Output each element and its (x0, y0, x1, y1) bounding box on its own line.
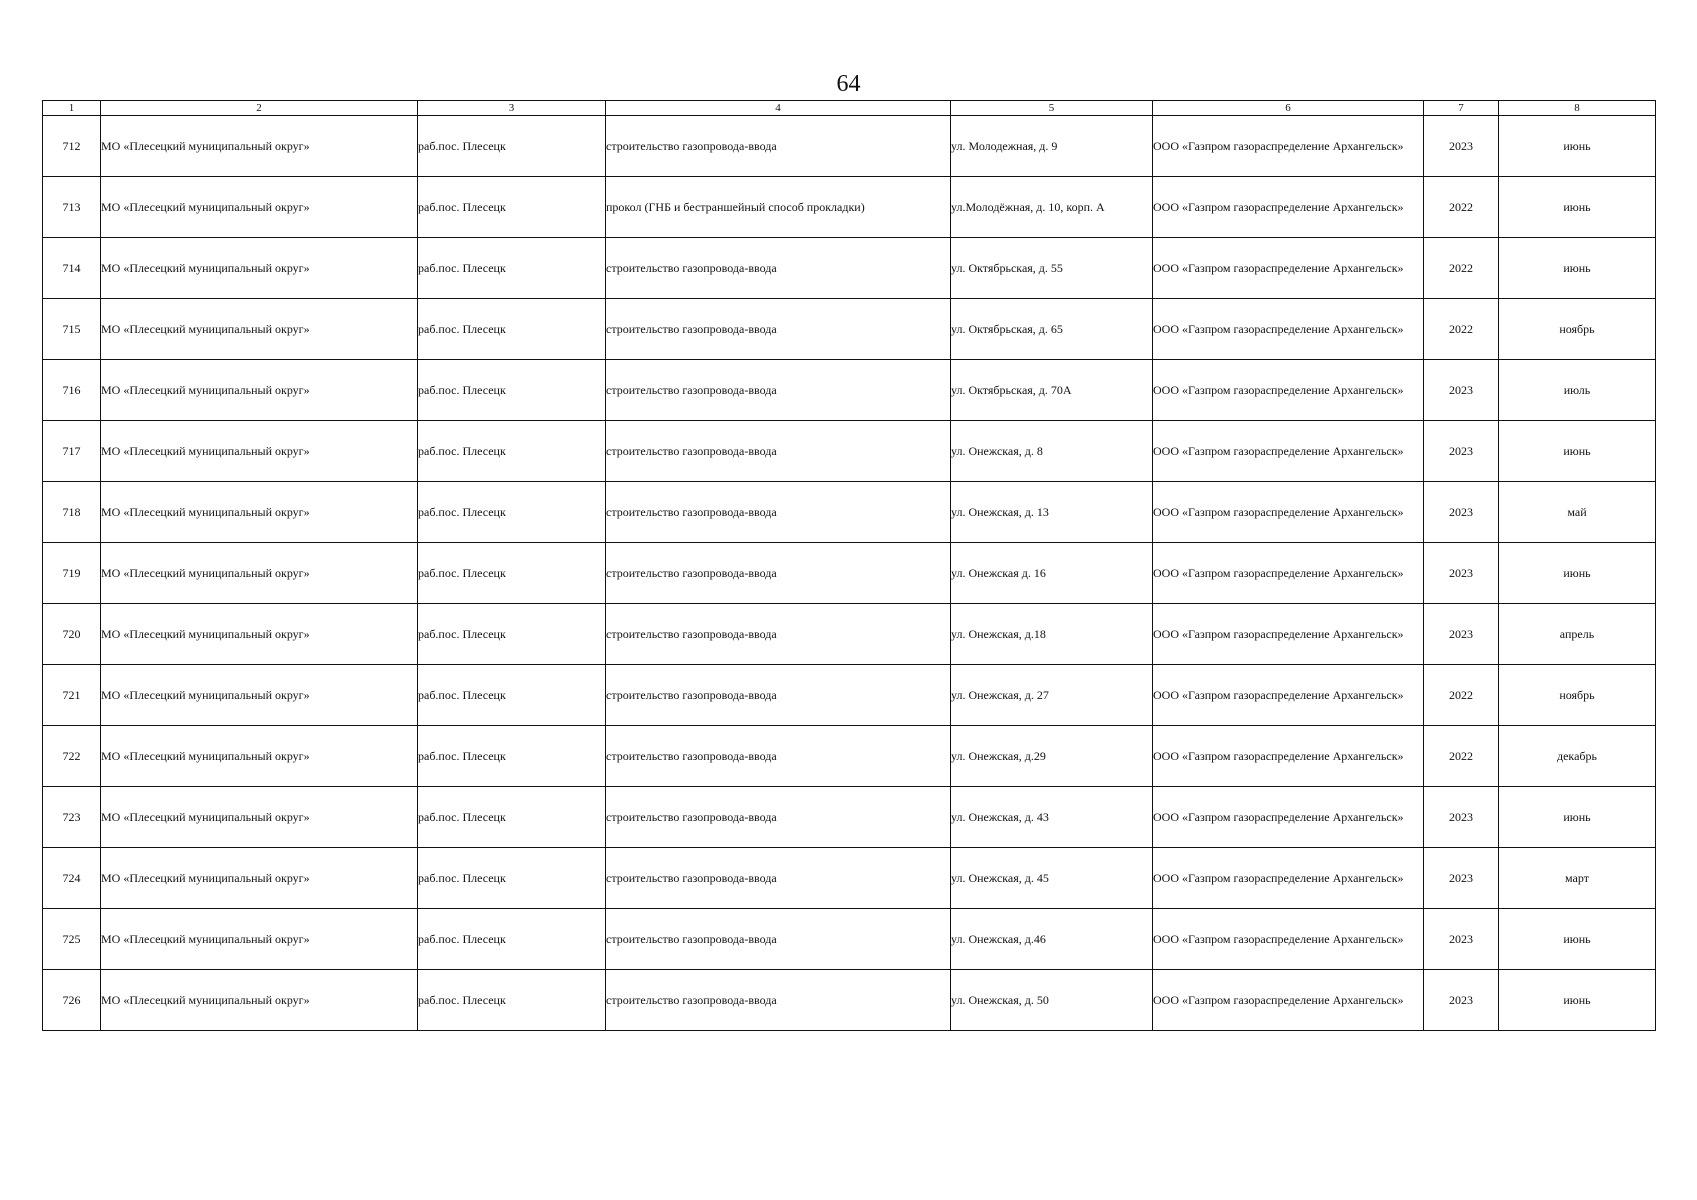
work-type-cell: строительство газопровода-ввода (606, 238, 951, 299)
year-cell: 2022 (1424, 177, 1499, 238)
settlement-cell: раб.пос. Плесецк (418, 116, 606, 177)
address-cell: ул. Онежская, д. 27 (951, 665, 1153, 726)
column-header: 7 (1424, 101, 1499, 116)
settlement-cell: раб.пос. Плесецк (418, 238, 606, 299)
column-header: 2 (101, 101, 418, 116)
work-type-cell: строительство газопровода-ввода (606, 421, 951, 482)
month-cell: ноябрь (1499, 299, 1656, 360)
table-row (43, 543, 1656, 604)
year-cell: 2022 (1424, 299, 1499, 360)
settlement-cell: раб.пос. Плесецк (418, 604, 606, 665)
municipality-cell: МО «Плесецкий муниципальный округ» (101, 360, 418, 421)
month-cell: апрель (1499, 604, 1656, 665)
row-number-cell: 715 (43, 299, 101, 360)
work-type-cell: строительство газопровода-ввода (606, 726, 951, 787)
table-row (43, 421, 1656, 482)
municipality-cell: МО «Плесецкий муниципальный округ» (101, 665, 418, 726)
month-cell: июнь (1499, 909, 1656, 970)
year-cell: 2022 (1424, 726, 1499, 787)
table-row (43, 238, 1656, 299)
municipality-cell: МО «Плесецкий муниципальный округ» (101, 482, 418, 543)
year-cell: 2022 (1424, 665, 1499, 726)
year-cell: 2023 (1424, 421, 1499, 482)
table-row (43, 909, 1656, 970)
work-type-cell: строительство газопровода-ввода (606, 299, 951, 360)
table-row (43, 482, 1656, 543)
address-cell: ул. Онежская, д. 50 (951, 970, 1153, 1031)
organization-cell: ООО «Газпром газораспределение Архангельск» (1153, 299, 1424, 360)
year-cell: 2023 (1424, 787, 1499, 848)
municipality-cell: МО «Плесецкий муниципальный округ» (101, 299, 418, 360)
table-row (43, 665, 1656, 726)
municipality-cell: МО «Плесецкий муниципальный округ» (101, 848, 418, 909)
table-body (43, 116, 1656, 1031)
month-cell: июнь (1499, 116, 1656, 177)
settlement-cell: раб.пос. Плесецк (418, 665, 606, 726)
work-type-cell: строительство газопровода-ввода (606, 665, 951, 726)
organization-cell: ООО «Газпром газораспределение Архангельск» (1153, 482, 1424, 543)
municipality-cell: МО «Плесецкий муниципальный округ» (101, 238, 418, 299)
municipality-cell: МО «Плесецкий муниципальный округ» (101, 909, 418, 970)
municipality-cell: МО «Плесецкий муниципальный округ» (101, 787, 418, 848)
address-cell: ул. Октябрьская, д. 70А (951, 360, 1153, 421)
address-cell: ул. Онежская, д. 45 (951, 848, 1153, 909)
work-type-cell: строительство газопровода-ввода (606, 116, 951, 177)
row-number-cell: 726 (43, 970, 101, 1031)
month-cell: декабрь (1499, 726, 1656, 787)
table-row (43, 726, 1656, 787)
month-cell: июнь (1499, 787, 1656, 848)
year-cell: 2023 (1424, 116, 1499, 177)
municipality-cell: МО «Плесецкий муниципальный округ» (101, 970, 418, 1031)
municipality-cell: МО «Плесецкий муниципальный округ» (101, 177, 418, 238)
address-cell: ул. Онежская, д.46 (951, 909, 1153, 970)
row-number-cell: 725 (43, 909, 101, 970)
row-number-cell: 724 (43, 848, 101, 909)
row-number-cell: 713 (43, 177, 101, 238)
column-header: 4 (606, 101, 951, 116)
settlement-cell: раб.пос. Плесецк (418, 848, 606, 909)
row-number-cell: 723 (43, 787, 101, 848)
settlement-cell: раб.пос. Плесецк (418, 970, 606, 1031)
table-row (43, 604, 1656, 665)
settlement-cell: раб.пос. Плесецк (418, 360, 606, 421)
table-row (43, 360, 1656, 421)
address-cell: ул. Молодежная, д. 9 (951, 116, 1153, 177)
organization-cell: ООО «Газпром газораспределение Архангельск» (1153, 787, 1424, 848)
column-header: 6 (1153, 101, 1424, 116)
month-cell: май (1499, 482, 1656, 543)
organization-cell: ООО «Газпром газораспределение Архангельск» (1153, 604, 1424, 665)
work-type-cell: строительство газопровода-ввода (606, 543, 951, 604)
municipality-cell: МО «Плесецкий муниципальный округ» (101, 421, 418, 482)
settlement-cell: раб.пос. Плесецк (418, 909, 606, 970)
row-number-cell: 716 (43, 360, 101, 421)
year-cell: 2023 (1424, 970, 1499, 1031)
month-cell: июнь (1499, 177, 1656, 238)
settlement-cell: раб.пос. Плесецк (418, 299, 606, 360)
work-type-cell: прокол (ГНБ и бестраншейный способ прокладки) (606, 177, 951, 238)
address-cell: ул. Онежская, д. 43 (951, 787, 1153, 848)
municipality-cell: МО «Плесецкий муниципальный округ» (101, 726, 418, 787)
municipality-cell: МО «Плесецкий муниципальный округ» (101, 543, 418, 604)
work-type-cell: строительство газопровода-ввода (606, 848, 951, 909)
column-header: 5 (951, 101, 1153, 116)
column-header: 3 (418, 101, 606, 116)
address-cell: ул. Онежская, д.29 (951, 726, 1153, 787)
header-row (43, 101, 1656, 116)
row-number-cell: 722 (43, 726, 101, 787)
year-cell: 2023 (1424, 604, 1499, 665)
row-number-cell: 714 (43, 238, 101, 299)
municipality-cell: МО «Плесецкий муниципальный округ» (101, 604, 418, 665)
settlement-cell: раб.пос. Плесецк (418, 787, 606, 848)
organization-cell: ООО «Газпром газораспределение Архангельск» (1153, 970, 1424, 1031)
month-cell: июнь (1499, 543, 1656, 604)
table-row (43, 116, 1656, 177)
row-number-cell: 712 (43, 116, 101, 177)
row-number-cell: 718 (43, 482, 101, 543)
settlement-cell: раб.пос. Плесецк (418, 543, 606, 604)
address-cell: ул. Онежская, д.18 (951, 604, 1153, 665)
address-cell: ул.Молодёжная, д. 10, корп. А (951, 177, 1153, 238)
year-cell: 2023 (1424, 543, 1499, 604)
organization-cell: ООО «Газпром газораспределение Архангельск» (1153, 360, 1424, 421)
year-cell: 2023 (1424, 848, 1499, 909)
month-cell: ноябрь (1499, 665, 1656, 726)
table-row (43, 299, 1656, 360)
settlement-cell: раб.пос. Плесецк (418, 177, 606, 238)
month-cell: июнь (1499, 238, 1656, 299)
year-cell: 2023 (1424, 360, 1499, 421)
year-cell: 2023 (1424, 482, 1499, 543)
row-number-cell: 717 (43, 421, 101, 482)
year-cell: 2023 (1424, 909, 1499, 970)
month-cell: июнь (1499, 970, 1656, 1031)
organization-cell: ООО «Газпром газораспределение Архангельск» (1153, 543, 1424, 604)
address-cell: ул. Октябрьская, д. 55 (951, 238, 1153, 299)
settlement-cell: раб.пос. Плесецк (418, 726, 606, 787)
address-cell: ул. Онежская д. 16 (951, 543, 1153, 604)
organization-cell: ООО «Газпром газораспределение Архангельск» (1153, 116, 1424, 177)
work-type-cell: строительство газопровода-ввода (606, 604, 951, 665)
column-header: 1 (43, 101, 101, 116)
organization-cell: ООО «Газпром газораспределение Архангельск» (1153, 238, 1424, 299)
gasification-table (42, 100, 1656, 1031)
page-number: 64 (836, 71, 861, 97)
organization-cell: ООО «Газпром газораспределение Архангельск» (1153, 848, 1424, 909)
organization-cell: ООО «Газпром газораспределение Архангельск» (1153, 726, 1424, 787)
organization-cell: ООО «Газпром газораспределение Архангельск» (1153, 421, 1424, 482)
month-cell: июнь (1499, 421, 1656, 482)
address-cell: ул. Онежская, д. 13 (951, 482, 1153, 543)
settlement-cell: раб.пос. Плесецк (418, 482, 606, 543)
table-row (43, 177, 1656, 238)
organization-cell: ООО «Газпром газораспределение Архангельск» (1153, 665, 1424, 726)
table-row (43, 848, 1656, 909)
address-cell: ул. Октябрьская, д. 65 (951, 299, 1153, 360)
settlement-cell: раб.пос. Плесецк (418, 421, 606, 482)
table-row (43, 970, 1656, 1031)
work-type-cell: строительство газопровода-ввода (606, 360, 951, 421)
work-type-cell: строительство газопровода-ввода (606, 482, 951, 543)
row-number-cell: 721 (43, 665, 101, 726)
month-cell: июль (1499, 360, 1656, 421)
row-number-cell: 719 (43, 543, 101, 604)
organization-cell: ООО «Газпром газораспределение Архангельск» (1153, 177, 1424, 238)
year-cell: 2022 (1424, 238, 1499, 299)
table-row (43, 787, 1656, 848)
month-cell: март (1499, 848, 1656, 909)
row-number-cell: 720 (43, 604, 101, 665)
work-type-cell: строительство газопровода-ввода (606, 970, 951, 1031)
address-cell: ул. Онежская, д. 8 (951, 421, 1153, 482)
work-type-cell: строительство газопровода-ввода (606, 787, 951, 848)
organization-cell: ООО «Газпром газораспределение Архангельск» (1153, 909, 1424, 970)
column-header: 8 (1499, 101, 1656, 116)
municipality-cell: МО «Плесецкий муниципальный округ» (101, 116, 418, 177)
work-type-cell: строительство газопровода-ввода (606, 909, 951, 970)
